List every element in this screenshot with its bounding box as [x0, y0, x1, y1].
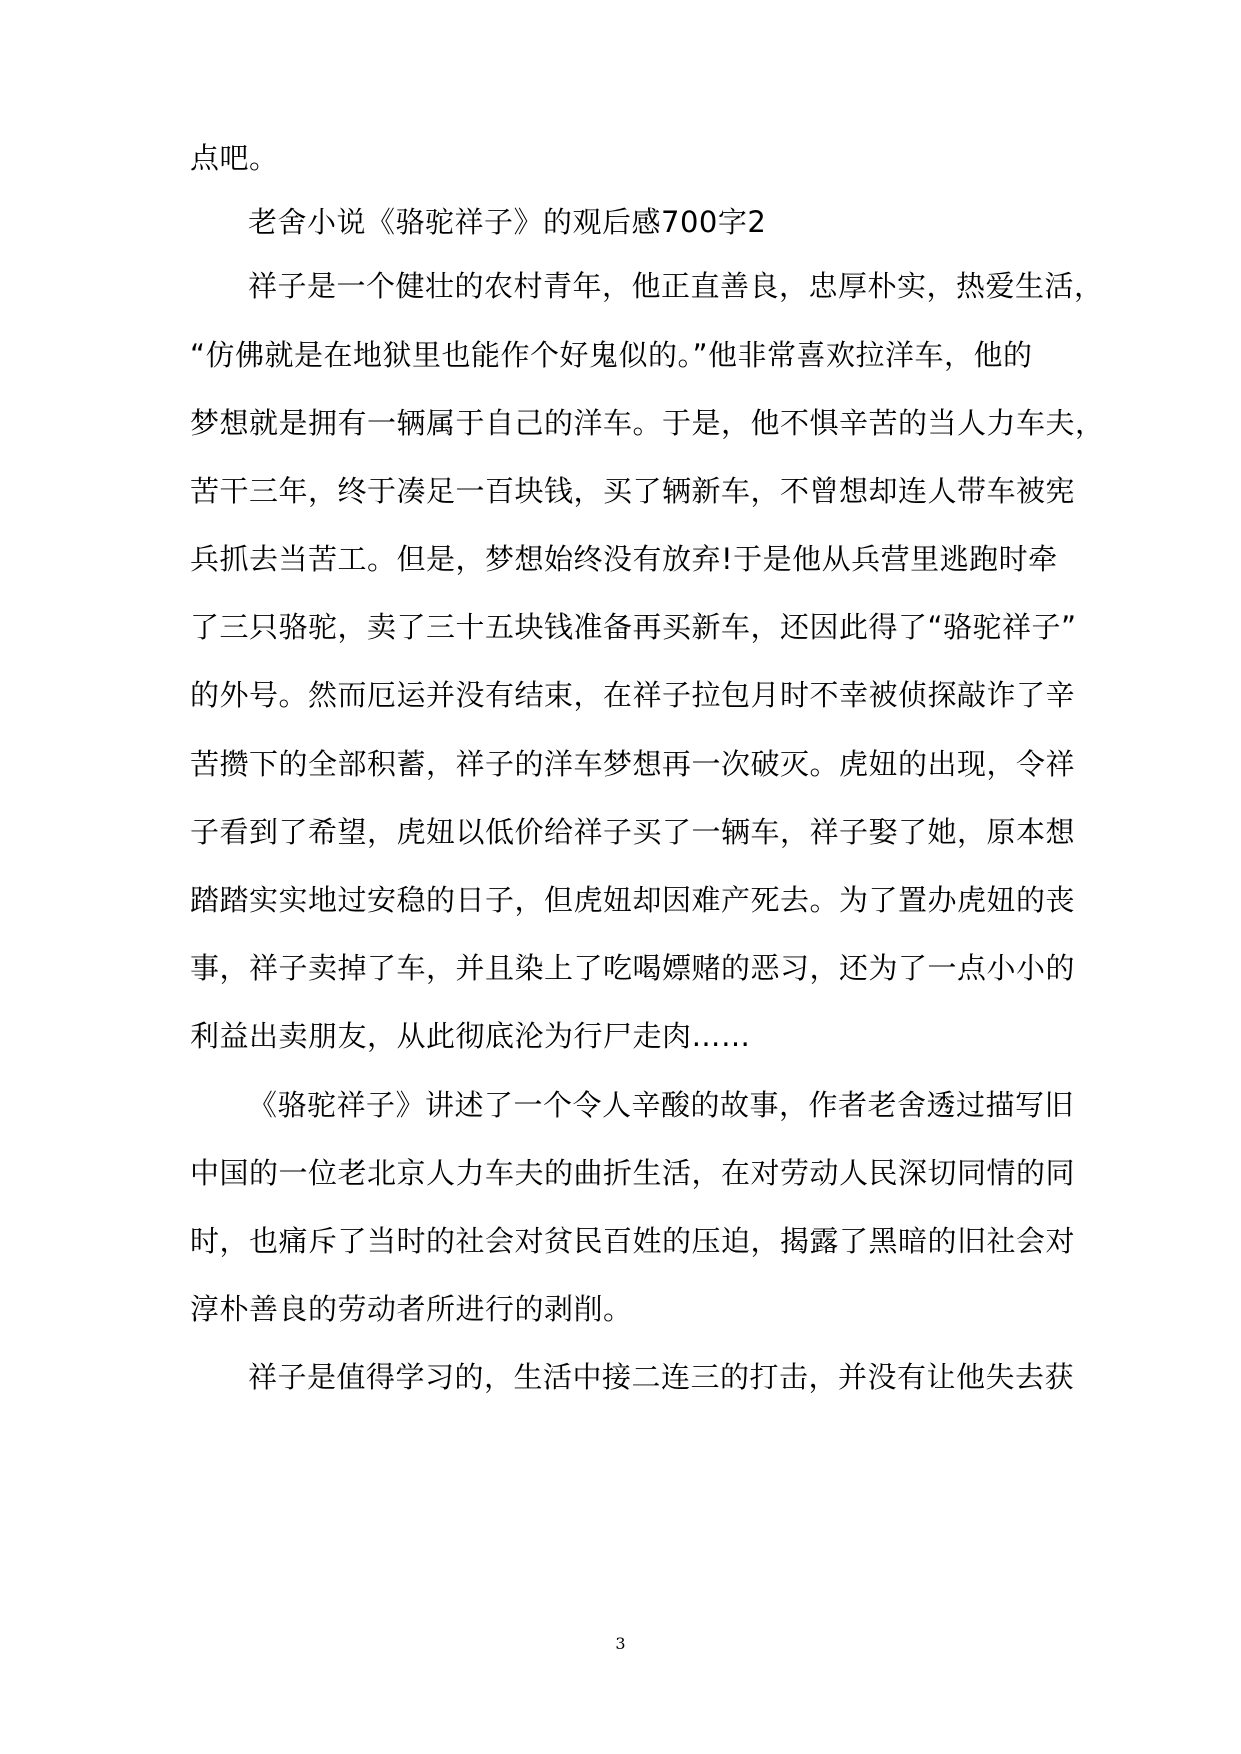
text-line: 兵抓去当苦工。但是，梦想始终没有放弃!于是他从兵营里逃跑时牵 [190, 542, 1058, 576]
text-line: 梦想就是拥有一辆属于自己的洋车。于是，他不惧辛苦的当人力车夫， [190, 406, 1105, 440]
text-line: 苦攒下的全部积蓄，祥子的洋车梦想再一次破灭。虎妞的出现，令祥 [190, 747, 1076, 781]
text-line: 的外号。然而厄运并没有结束，在祥子拉包月时不幸被侦探敲诈了辛 [190, 678, 1076, 712]
text-line: 淳朴善良的劳动者所进行的剥削。 [190, 1292, 633, 1326]
section-heading: 老舍小说《骆驼祥子》的观后感700字2 [248, 205, 767, 239]
text-line: 子看到了希望，虎妞以低价给祥子买了一辆车，祥子娶了她，原本想 [190, 815, 1076, 849]
text-line: 踏踏实实地过安稳的日子，但虎妞却因难产死去。为了置办虎妞的丧 [190, 883, 1076, 917]
text-line: “仿佛就是在地狱里也能作个好鬼似的。”他非常喜欢拉洋车，他的 [190, 338, 1033, 372]
text-line: 苦干三年，终于凑足一百块钱，买了辆新车，不曾想却连人带车被宪 [190, 474, 1076, 508]
text-line: 点吧。 [190, 141, 279, 175]
text-line: 利益出卖朋友，从此彻底沦为行尸走肉…… [190, 1019, 751, 1053]
text-line: 了三只骆驼，卖了三十五块钱准备再买新车，还因此得了“骆驼祥子” [190, 610, 1077, 644]
text-line: 时，也痛斥了当时的社会对贫民百姓的压迫，揭露了黑暗的旧社会对 [190, 1224, 1076, 1258]
text-line: 中国的一位老北京人力车夫的曲折生活，在对劳动人民深切同情的同 [190, 1156, 1076, 1190]
text-line: 祥子是一个健壮的农村青年，他正直善良，忠厚朴实，热爱生活， [248, 269, 1104, 303]
text-line: 事，祥子卖掉了车，并且染上了吃喝嫖赌的恶习，还为了一点小小的 [190, 951, 1076, 985]
page-number: 3 [615, 1634, 626, 1653]
text-line: 祥子是值得学习的，生活中接二连三的打击，并没有让他失去获 [248, 1360, 1075, 1394]
text-line: 《骆驼祥子》讲述了一个令人辛酸的故事，作者老舍透过描写旧 [248, 1088, 1075, 1122]
